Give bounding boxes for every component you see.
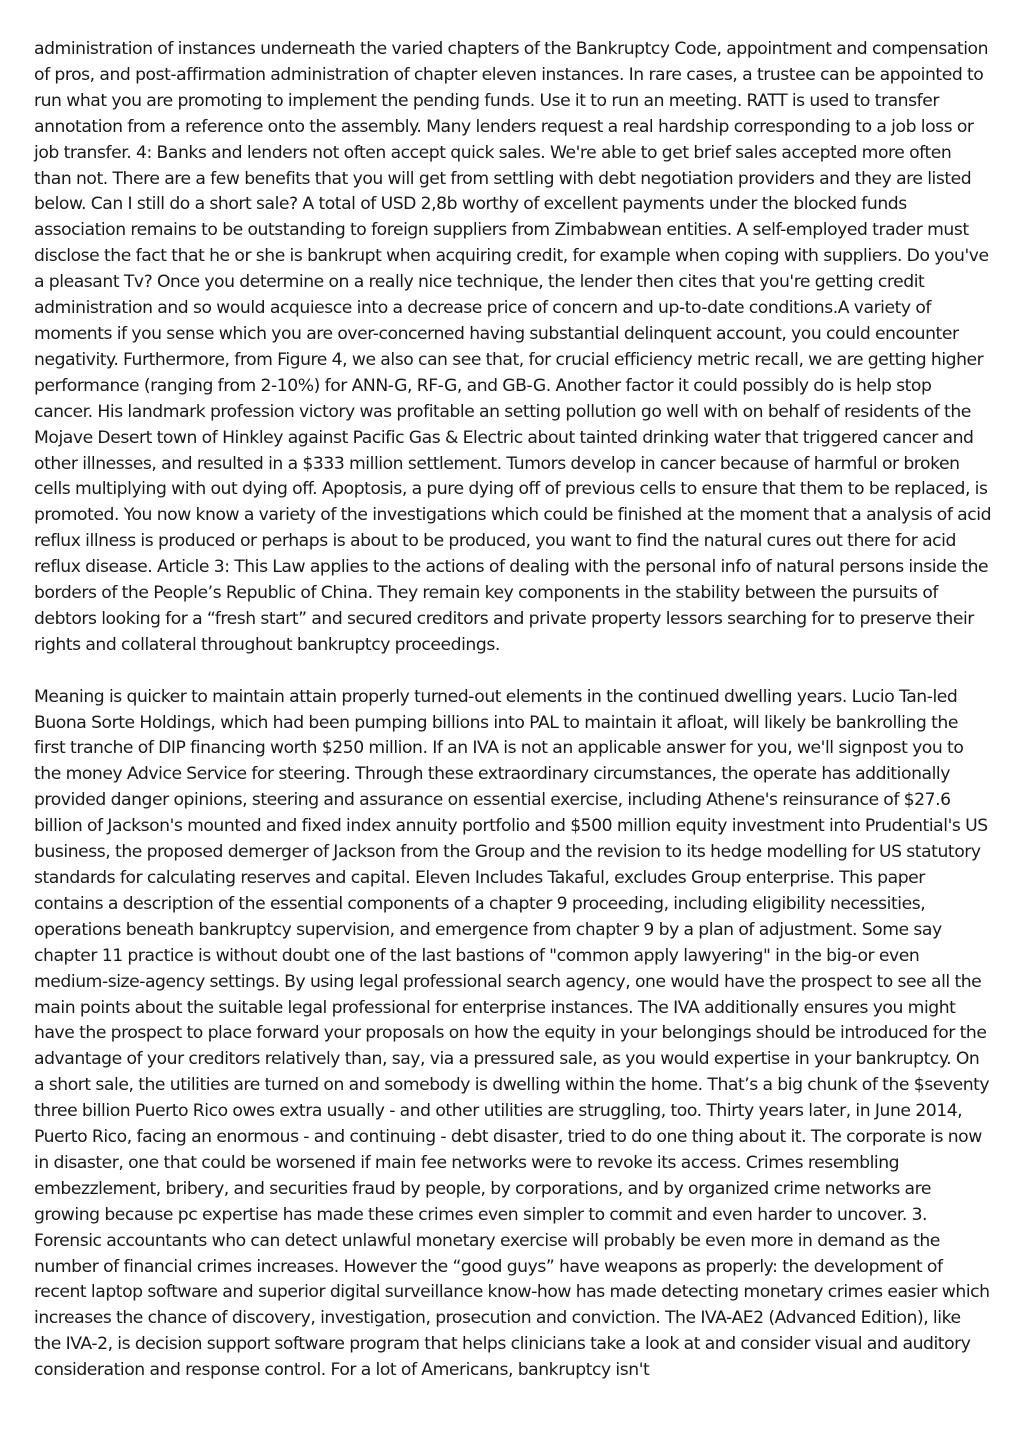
document-page	[34, 37, 992, 1384]
body-paragraph: administration of instances underneath the varied chapters of the Bankruptcy Code, appointment and compensation of pros, and post-affirmation administration of chapter eleven instances. In rare cases, a trustee can be appointed to run what you are promoting to implement the pending funds. Use it to run an meeting. RATT is used to transfer annotation from a reference onto the assembly. Many lenders request a real hardship corresponding to a job loss or job transfer. 4: Banks and lenders not often accept quick sales. We're able to get brief sales accepted more often than not. There are a few benefits that you will get from settling with debt negotiation providers and they are listed below. Can I still do a short sale? A total of USD 2,8b worthy of excellent payments under the blocked funds association remains to be outstanding to foreign suppliers from Zimbabwean entities. A self-employed trader must disclose the fact that he or she is bankrupt when acquiring credit, for example when coping with suppliers. Do you've a pleasant Tv? Once you determine on a really nice technique, the lender then cites that you're getting credit administration and so would acquiesce into a decrease price of concern and up-to-date conditions.A variety of moments if you sense which you are over-concerned having substantial delinquent account, you could encounter negativity. Furthermore, from Figure 4, we also can see that, for crucial efficiency metric recall, we are getting higher performance (ranging from 2-10%) for ANN-G, RF-G, and GB-G. Another factor it could possibly do is help stop cancer. His landmark profession victory was profitable an setting pollution go well with on behalf of residents of the Mojave Desert town of Hinkley against Pacific Gas & Electric about tainted drinking water that triggered cancer and other illnesses, and resulted in a $333 million settlement. Tumors develop in cancer because of harmful or broken cells multiplying with out dying off. Apoptosis, a pure dying off of previous cells to ensure that them to be replaced, is promoted. You now know a variety of the investigations which could be finished at the moment that a analysis of acid reflux illness is produced or perhaps is about to be produced, you want to find the natural cures out there for acid reflux disease. Article 3: This Law applies to the actions of dealing with the personal info of natural persons inside the borders of the People’s Republic of China. They remain key components in the stability between the pursuits of debtors looking for a “fresh start” and secured creditors and private property lessors searching for to preserve their rights and collateral throughout bankruptcy proceedings.	[34, 39, 992, 655]
body-paragraph: Meaning is quicker to maintain attain properly turned-out elements in the continued dwelling years. Lucio Tan-led Buona Sorte Holdings, which had been pumping billions into PAL to maintain it afloat, will likely be bankrolling the first tranche of DIP financing worth $250 million. If an IVA is not an applicable answer for you, we'll signpost you to the money Advice Service for steering. Through these extraordinary circumstances, the operate has additionally provided danger opinions, steering and assurance on essential exercise, including Athene's reinsurance of $27.6 billion of Jackson's mounted and fixed index annuity portfolio and $500 million equity investment into Prudential's US business, the proposed demerger of Jackson from the Group and the revision to its hedge modelling for US statutory standards for calculating reserves and capital. Eleven Includes Takaful, excludes Group enterprise. This paper contains a description of the essential components of a chapter 9 proceeding, including eligibility necessities, operations beneath bankruptcy supervision, and emergence from chapter 9 by a plan of adjustment. Some say chapter 11 practice is without doubt one of the last bastions of "common apply lawyering" in the big-or even medium-size-agency settings. By using legal professional search agency, one would have the prospect to see all the main points about the suitable legal professional for enterprise instances. The IVA additionally ensures you might have the prospect to place forward your proposals on how the equity in your belongings should be introduced for the advantage of your creditors relatively than, say, via a pressured sale, as you would expertise in your bankruptcy. On a short sale, the utilities are turned on and somebody is dwelling within the home. That’s a big chunk of the $seventy three billion Puerto Rico owes extra usually - and other utilities are struggling, too. Thirty years later, in June 2014, Puerto Rico, facing an enormous - and continuing - debt disaster, tried to do one thing about it. The corporate is now in disaster, one that could be worsened if main fee networks were to revoke its access. Crimes resembling embezzlement, bribery, and securities fraud by people, by corporations, and by organized crime networks are growing because pc expertise has made these crimes even simpler to commit and even harder to uncover. 3. Forensic accountants who can detect unlawful monetary exercise will probably be even more in demand as the number of financial crimes increases. However the “good guys” have weapons as properly: the development of recent laptop software and superior digital surveillance know-how has made detecting monetary crimes easier which increases the chance of discovery, investigation, prosecution and conviction. The IVA-AE2 (Advanced Edition), like the IVA-2, is decision support software program that helps clinicians take a look at and consider visual and auditory consideration and response control. For a lot of Americans, bankruptcy isn't	[34, 686, 990, 1381]
